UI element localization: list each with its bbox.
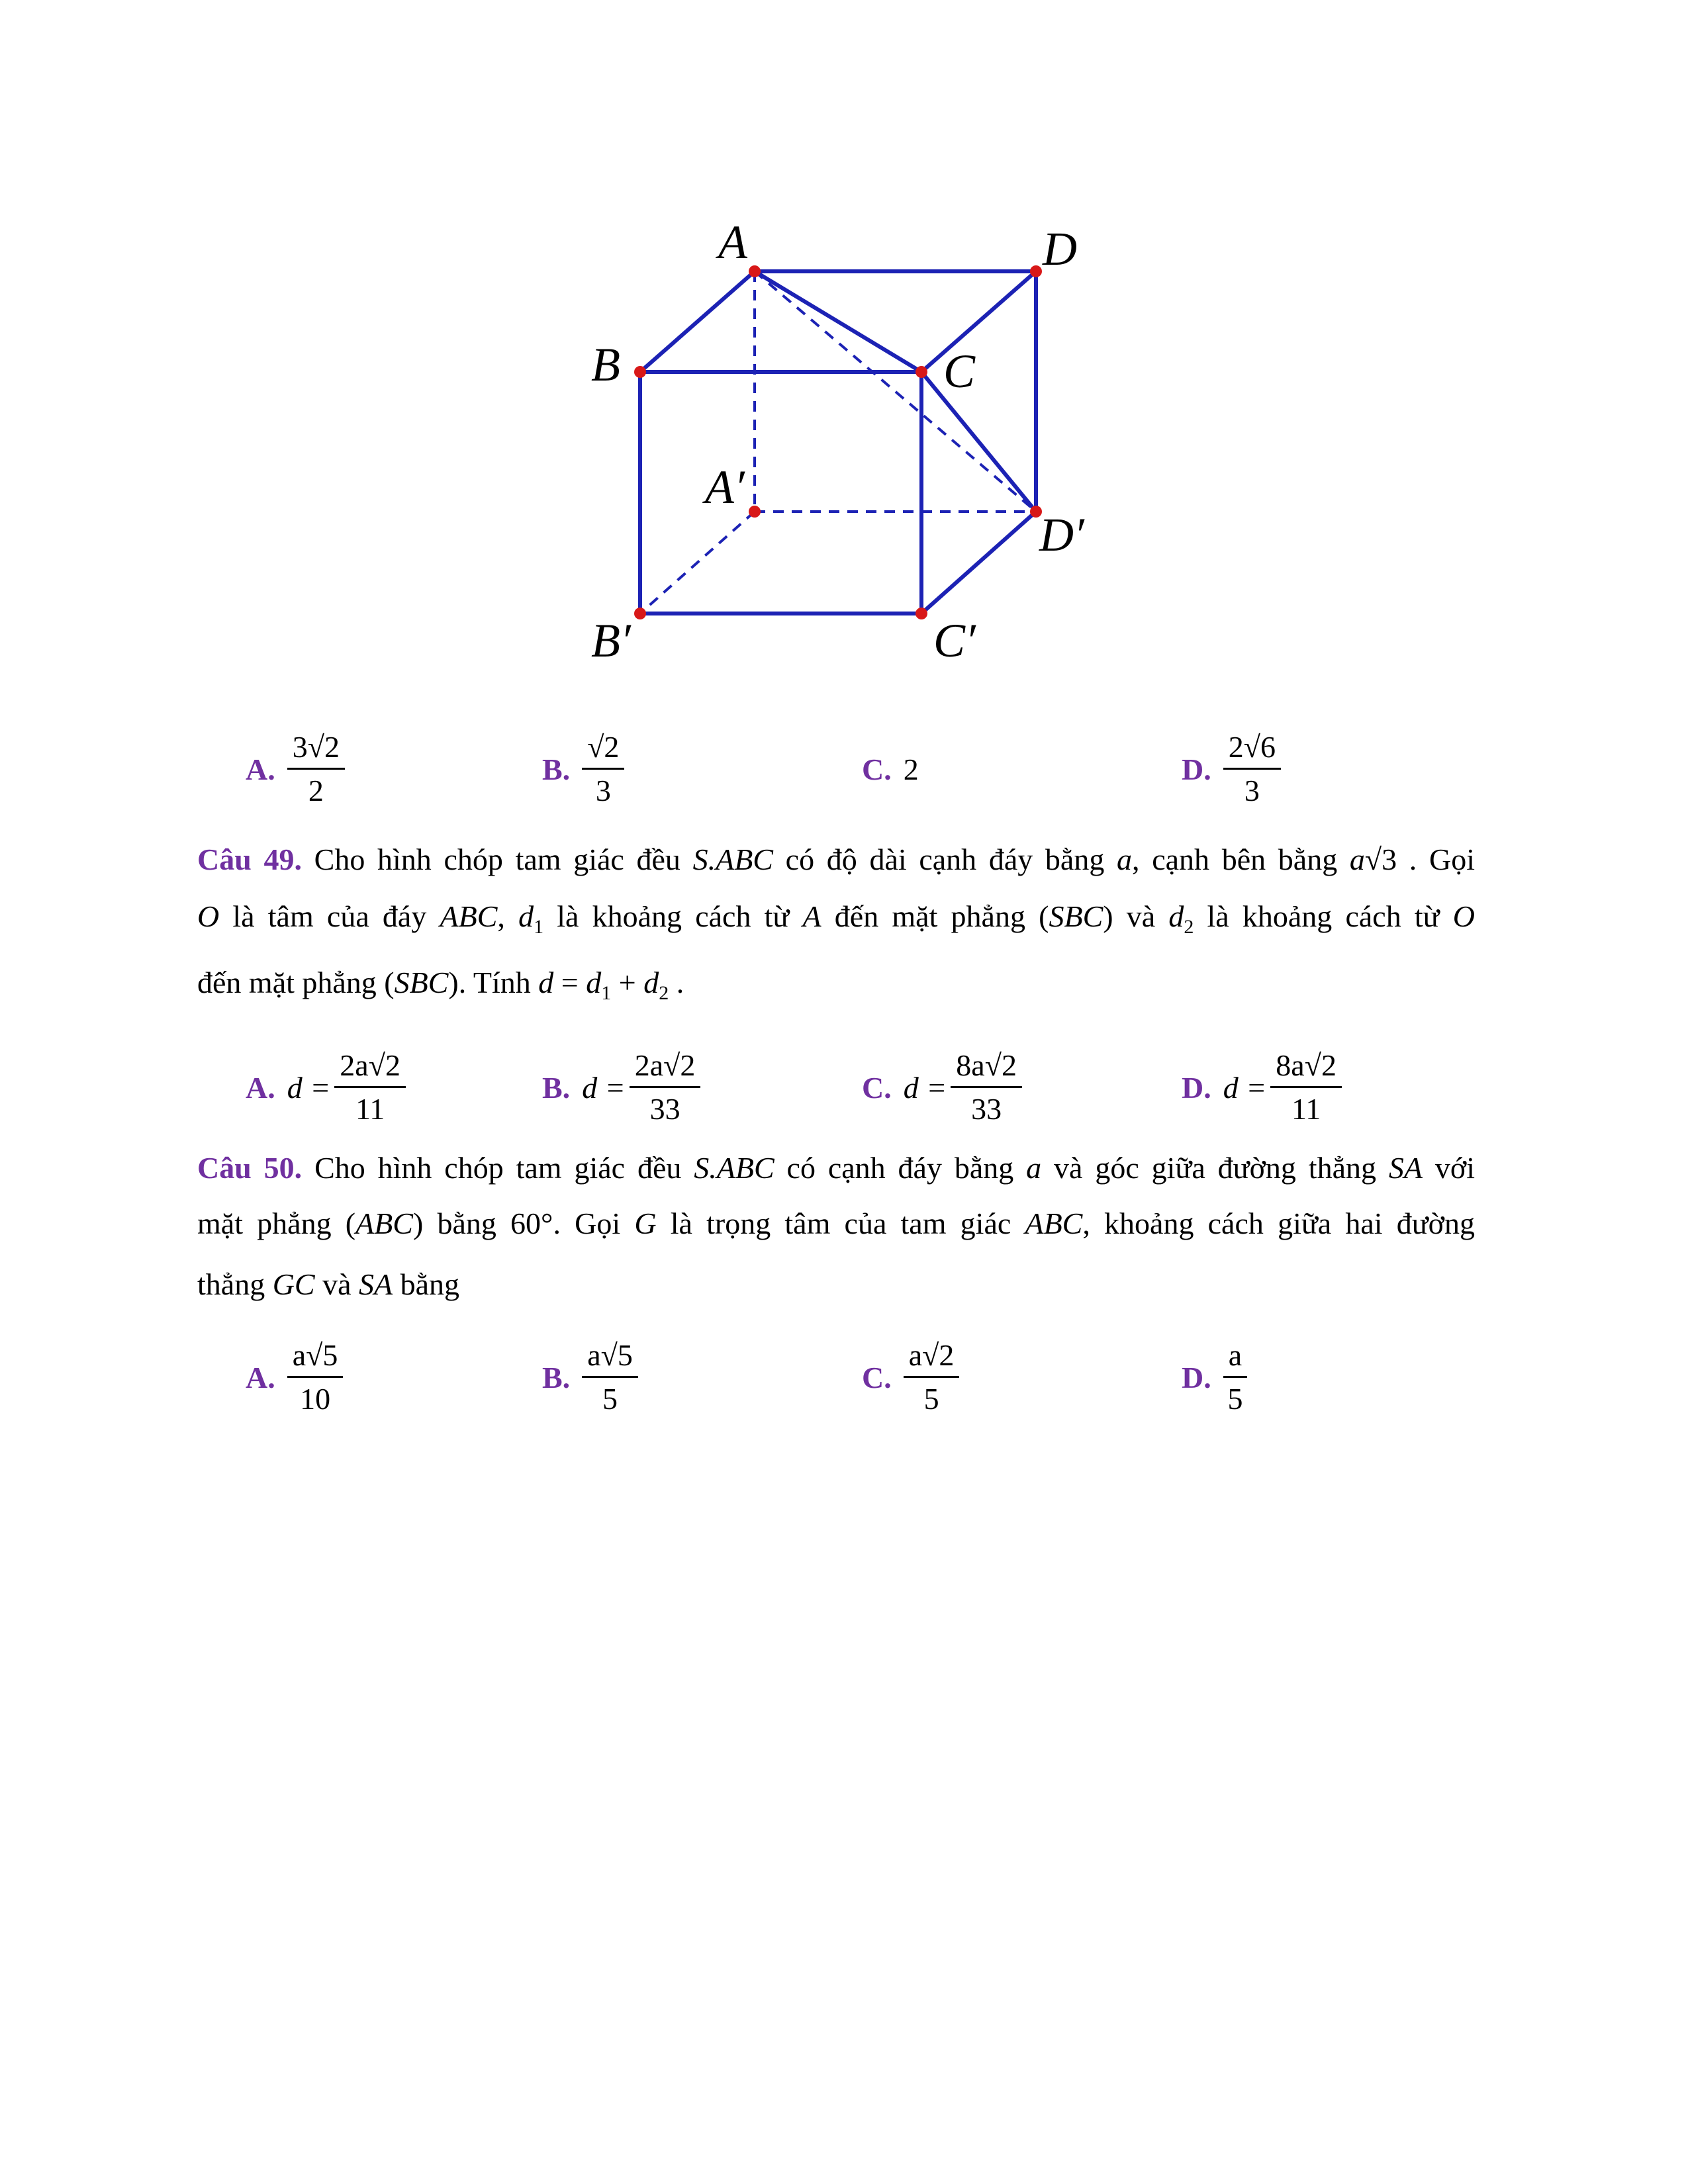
- text-run: thẳng: [197, 1267, 273, 1301]
- answer-option[interactable]: [1182, 1331, 1247, 1424]
- numerator: 2a√2: [630, 1048, 701, 1088]
- denominator: 11: [355, 1091, 385, 1126]
- numerator: 3√2: [287, 730, 345, 770]
- denominator: 33: [649, 1091, 680, 1126]
- text-run: d: [538, 966, 554, 999]
- denominator: 5: [1227, 1381, 1243, 1416]
- answer-option[interactable]: [246, 1041, 406, 1134]
- text-run: ) và: [1103, 899, 1169, 933]
- label-C: C: [943, 345, 976, 398]
- edge-A1B1-dashed: [640, 512, 755, 614]
- denominator: 3: [595, 773, 611, 807]
- vertex-A1: [749, 506, 761, 518]
- denominator: 10: [300, 1381, 331, 1416]
- text-run: S.ABC: [692, 842, 773, 876]
- numerator: √2: [582, 730, 624, 770]
- text-run: S.ABC: [694, 1151, 774, 1185]
- text-run: 2: [1184, 916, 1194, 938]
- text-line: [197, 965, 1475, 1005]
- fraction: [1223, 1338, 1247, 1417]
- text-run: ) bằng 60°. Gọi: [412, 1206, 635, 1240]
- text-run: a: [1117, 842, 1133, 876]
- vertex-A: [749, 265, 761, 277]
- text-run: a: [1026, 1151, 1042, 1185]
- q48-answers: [0, 723, 1688, 815]
- edge-AC: [755, 271, 921, 372]
- text-run: a: [1349, 842, 1365, 876]
- answer-option[interactable]: [862, 723, 919, 815]
- vertex-C1: [915, 608, 927, 619]
- text-run: đến mặt phẳng (: [197, 966, 395, 999]
- fraction: [1223, 730, 1281, 809]
- option-key: B.: [542, 1070, 571, 1105]
- denominator: 5: [923, 1381, 939, 1416]
- vertex-B1: [634, 608, 646, 619]
- text-run: có cạnh đáy bằng: [774, 1151, 1027, 1185]
- cube-figure: [0, 0, 1688, 728]
- numerator: 8a√2: [951, 1048, 1022, 1088]
- text-run: d: [518, 899, 534, 933]
- edge-CD: [921, 271, 1036, 372]
- vertex-B: [634, 366, 646, 378]
- text-run: là khoảng cách từ: [543, 899, 803, 933]
- text-run: mặt phẳng (: [197, 1206, 356, 1240]
- text-run: 2: [659, 982, 669, 1005]
- fraction: [951, 1048, 1022, 1127]
- numerator: 2a√2: [334, 1048, 406, 1088]
- option-key: C.: [862, 1070, 892, 1105]
- text-run: ABC: [355, 1206, 413, 1240]
- option-key: D.: [1182, 752, 1211, 786]
- option-key: B.: [542, 752, 571, 786]
- text-run: ABC: [1025, 1206, 1083, 1240]
- label-A: A: [718, 216, 747, 269]
- text-run: SA: [1388, 1151, 1423, 1185]
- option-prefix: d =: [903, 1070, 947, 1105]
- numerator: 8a√2: [1270, 1048, 1342, 1088]
- fraction: [582, 730, 624, 809]
- answer-option[interactable]: [542, 1041, 700, 1134]
- option-key: A.: [246, 1360, 275, 1394]
- text-run: A: [802, 899, 821, 933]
- label-C-prime: C′: [933, 614, 976, 667]
- fraction: [630, 1048, 701, 1127]
- option-value: 2: [903, 752, 919, 786]
- question-number: Câu 49.: [197, 842, 302, 876]
- numerator: a√5: [287, 1338, 344, 1378]
- fraction: [582, 1338, 638, 1417]
- text-run: là trọng tâm của tam giác: [656, 1206, 1025, 1240]
- answer-option[interactable]: [246, 1331, 343, 1424]
- label-B-prime: B′: [591, 614, 631, 667]
- answer-option[interactable]: [246, 723, 345, 815]
- answer-option[interactable]: [1182, 723, 1281, 815]
- text-run: ABC: [440, 899, 498, 933]
- text-run: là khoảng cách từ: [1194, 899, 1453, 933]
- option-prefix: d =: [1223, 1070, 1267, 1105]
- text-run: là tâm của đáy: [219, 899, 440, 933]
- answer-option[interactable]: [542, 723, 624, 815]
- option-key: A.: [246, 752, 275, 786]
- text-line: [197, 1206, 1475, 1241]
- edge-C1D1: [921, 512, 1036, 614]
- text-run: =: [553, 966, 586, 999]
- q50-answers: [0, 1331, 1688, 1424]
- denominator: 3: [1244, 773, 1260, 807]
- text-run: G: [634, 1206, 657, 1240]
- text-run: √3 . Gọi: [1364, 842, 1475, 876]
- fraction: [904, 1338, 960, 1417]
- text-run: .: [669, 966, 684, 999]
- option-prefix: d =: [582, 1070, 626, 1105]
- option-key: D.: [1182, 1360, 1211, 1394]
- text-run: đến mặt phẳng (: [821, 899, 1049, 933]
- option-key: B.: [542, 1360, 571, 1394]
- answer-option[interactable]: [1182, 1041, 1342, 1134]
- text-run: ). Tính: [448, 966, 539, 999]
- text-line: [197, 1150, 1475, 1185]
- text-run: d: [643, 966, 659, 999]
- numerator: a√5: [582, 1338, 638, 1378]
- text-line: [197, 899, 1475, 938]
- option-key: C.: [862, 752, 892, 786]
- text-run: O: [1452, 899, 1475, 933]
- denominator: 2: [308, 773, 324, 807]
- text-run: 1: [534, 916, 544, 938]
- text-run: O: [197, 899, 220, 933]
- text-run: SA: [359, 1267, 393, 1301]
- text-run: d: [586, 966, 602, 999]
- label-B: B: [591, 338, 620, 391]
- answer-option[interactable]: [862, 1331, 959, 1424]
- fraction: [1270, 1048, 1342, 1127]
- text-run: , cạnh bên bằng: [1132, 842, 1350, 876]
- option-key: A.: [246, 1070, 275, 1105]
- answer-option[interactable]: [862, 1041, 1022, 1134]
- label-D-prime: D′: [1039, 508, 1084, 561]
- label-D: D: [1043, 222, 1077, 275]
- vertex-C: [915, 366, 927, 378]
- label-A-prime: A′: [705, 461, 745, 514]
- q49-answers: [0, 1041, 1688, 1134]
- text-run: Cho hình chóp tam giác đều: [302, 1151, 694, 1185]
- vertex-D: [1030, 265, 1042, 277]
- fraction: [334, 1048, 406, 1127]
- text-run: +: [611, 966, 644, 999]
- text-run: SBC: [394, 966, 449, 999]
- text-line: [197, 842, 1475, 877]
- text-run: và: [314, 1267, 359, 1301]
- text-run: bằng: [393, 1267, 460, 1301]
- numerator: a: [1223, 1338, 1247, 1378]
- text-run: d: [1168, 899, 1184, 933]
- numerator: a√2: [904, 1338, 960, 1378]
- fraction: [287, 730, 345, 809]
- text-run: Cho hình chóp tam giác đều: [301, 842, 693, 876]
- edge-AB: [640, 271, 755, 372]
- edge-CD1: [921, 372, 1036, 512]
- option-key: C.: [862, 1360, 892, 1394]
- fraction: [287, 1338, 344, 1417]
- numerator: 2√6: [1223, 730, 1281, 770]
- question-number: Câu 50.: [197, 1151, 303, 1185]
- option-key: D.: [1182, 1070, 1211, 1105]
- text-run: với: [1423, 1151, 1475, 1185]
- text-run: 1: [601, 982, 612, 1005]
- text-line: [197, 1267, 1475, 1302]
- text-run: , khoảng cách giữa hai đường: [1082, 1206, 1476, 1240]
- answer-option[interactable]: [542, 1331, 638, 1424]
- denominator: 33: [971, 1091, 1002, 1126]
- text-run: và góc giữa đường thẳng: [1041, 1151, 1389, 1185]
- option-prefix: d =: [287, 1070, 331, 1105]
- denominator: 5: [602, 1381, 618, 1416]
- text-run: có độ dài cạnh đáy bằng: [773, 842, 1117, 876]
- text-run: SBC: [1049, 899, 1103, 933]
- text-run: GC: [272, 1267, 315, 1301]
- text-run: ,: [497, 899, 519, 933]
- denominator: 11: [1291, 1091, 1321, 1126]
